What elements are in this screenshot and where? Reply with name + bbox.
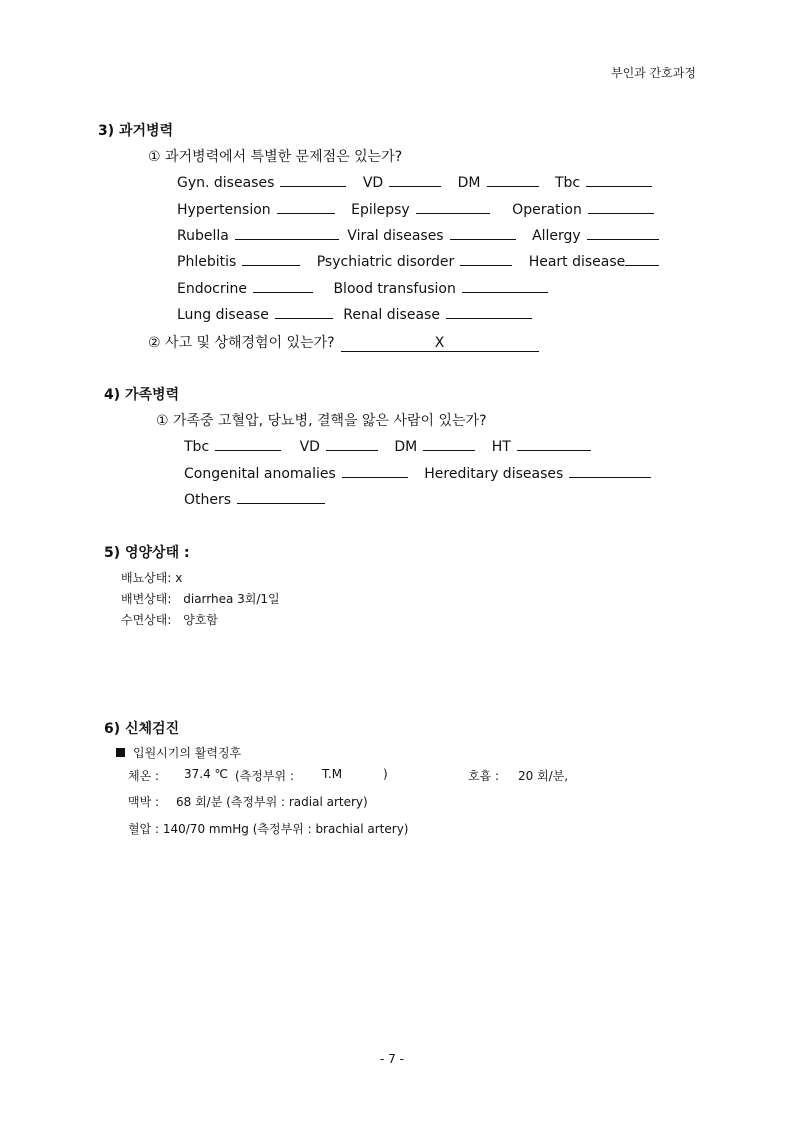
question-family-diseases: ① 가족중 고혈압, 당뇨병, 결핵을 앓은 사람이 있는가? [156,413,487,429]
field-hereditary-diseases[interactable] [569,464,651,478]
field-renal-disease[interactable] [446,305,532,319]
field-viral-diseases[interactable] [450,226,516,240]
field-family-ht[interactable] [517,437,591,451]
field-family-dm[interactable] [423,437,475,451]
field-accident-injury[interactable] [341,336,539,352]
field-others[interactable] [237,490,325,504]
label-lung-disease: Lung disease [177,307,269,323]
section-title-nutrition: 5) 영양상태 : [104,545,190,561]
label-others: Others [184,492,232,508]
label-phlebitis: Phlebitis [177,254,237,270]
field-lung-disease[interactable] [275,305,333,319]
sleep-status-value: 양호함 [183,613,219,627]
label-gyn-diseases: Gyn. diseases [177,175,275,191]
resp-value: 20 회/분, [518,769,569,783]
pulse-label: 맥박 : [128,795,160,809]
label-endocrine: Endocrine [177,281,247,297]
label-operation: Operation [512,202,582,218]
label-blood-transfusion: Blood transfusion [333,281,456,297]
temp-label: 체온 : [128,769,160,783]
label-tbc: Tbc [554,175,581,191]
square-bullet-icon [116,748,125,757]
field-operation[interactable] [588,200,654,214]
past-history-row-1 [177,173,652,191]
label-epilepsy: Epilepsy [351,202,410,218]
label-rubella: Rubella [177,228,229,244]
temp-site: T.M [322,767,343,781]
field-gyn-diseases[interactable] [280,173,346,187]
field-dm[interactable] [487,173,539,187]
label-family-tbc: Tbc [184,439,210,455]
section-title-past-history: 3) 과거병력 [98,123,174,139]
label-psychiatric-disorder: Psychiatric disorder [316,254,455,270]
blood-pressure: 혈압 : 140/70 mmHg (측정부위 : brachial artery) [128,822,409,836]
question-accident-injury-row [148,332,539,352]
past-history-row-3 [177,226,659,244]
resp-label: 호흡 : [468,769,500,783]
field-rubella[interactable] [235,226,339,240]
document-header: 부인과 간호과정 [611,66,696,80]
temp-value: 37.4 ℃ [184,767,229,781]
sleep-status-row [121,611,218,628]
field-heart-disease[interactable] [625,252,659,266]
answer-accident-injury: X [434,335,445,351]
family-history-row-3 [184,490,325,508]
field-phlebitis[interactable] [242,252,300,266]
field-allergy[interactable] [587,226,659,240]
section-title-physical-exam: 6) 신체검진 [104,721,180,737]
question-accident-injury: ② 사고 및 상해경험이 있는가? [148,335,335,351]
label-hereditary-diseases: Hereditary diseases [424,466,564,482]
label-allergy: Allergy [532,228,581,244]
label-family-vd: VD [299,439,320,455]
field-endocrine[interactable] [253,279,313,293]
urination-status: 배뇨상태: x [121,571,183,585]
sleep-status-label: 수면상태: [121,613,172,627]
field-blood-transfusion[interactable] [462,279,548,293]
field-congenital-anomalies[interactable] [342,464,408,478]
temp-site-close: ) [383,767,388,781]
family-history-row-2 [184,464,651,482]
field-epilepsy[interactable] [416,200,490,214]
bowel-status-row [121,590,280,607]
question-past-problems: ① 과거병력에서 특별한 문제점은 있는가? [148,149,403,165]
family-history-row-1 [184,437,591,455]
label-family-dm: DM [394,439,418,455]
label-viral-diseases: Viral diseases [347,228,444,244]
label-vd: VD [362,175,384,191]
temp-site-label: (측정부위 : [235,769,294,783]
field-family-tbc[interactable] [215,437,281,451]
label-renal-disease: Renal disease [343,307,440,323]
vitals-heading-row [116,744,241,761]
past-history-row-2 [177,200,654,218]
bowel-status-label: 배변상태: [121,592,172,606]
section-title-family-history: 4) 가족병력 [104,387,180,403]
vitals-heading: 입원시기의 활력징후 [133,746,242,760]
field-family-vd[interactable] [326,437,378,451]
field-tbc[interactable] [586,173,652,187]
field-hypertension[interactable] [277,200,335,214]
label-dm: DM [457,175,481,191]
bowel-status-value: diarrhea 3회/1일 [183,592,280,606]
pulse-value: 68 회/분 (측정부위 : radial artery) [176,795,368,809]
label-family-ht: HT [491,439,511,455]
past-history-row-6 [177,305,532,323]
field-vd[interactable] [389,173,441,187]
label-congenital-anomalies: Congenital anomalies [184,466,336,482]
label-heart-disease: Heart disease [528,254,626,270]
page-number: - 7 - [380,1052,404,1066]
label-hypertension: Hypertension [177,202,271,218]
past-history-row-4 [177,252,659,270]
past-history-row-5 [177,279,548,297]
field-psychiatric-disorder[interactable] [460,252,512,266]
